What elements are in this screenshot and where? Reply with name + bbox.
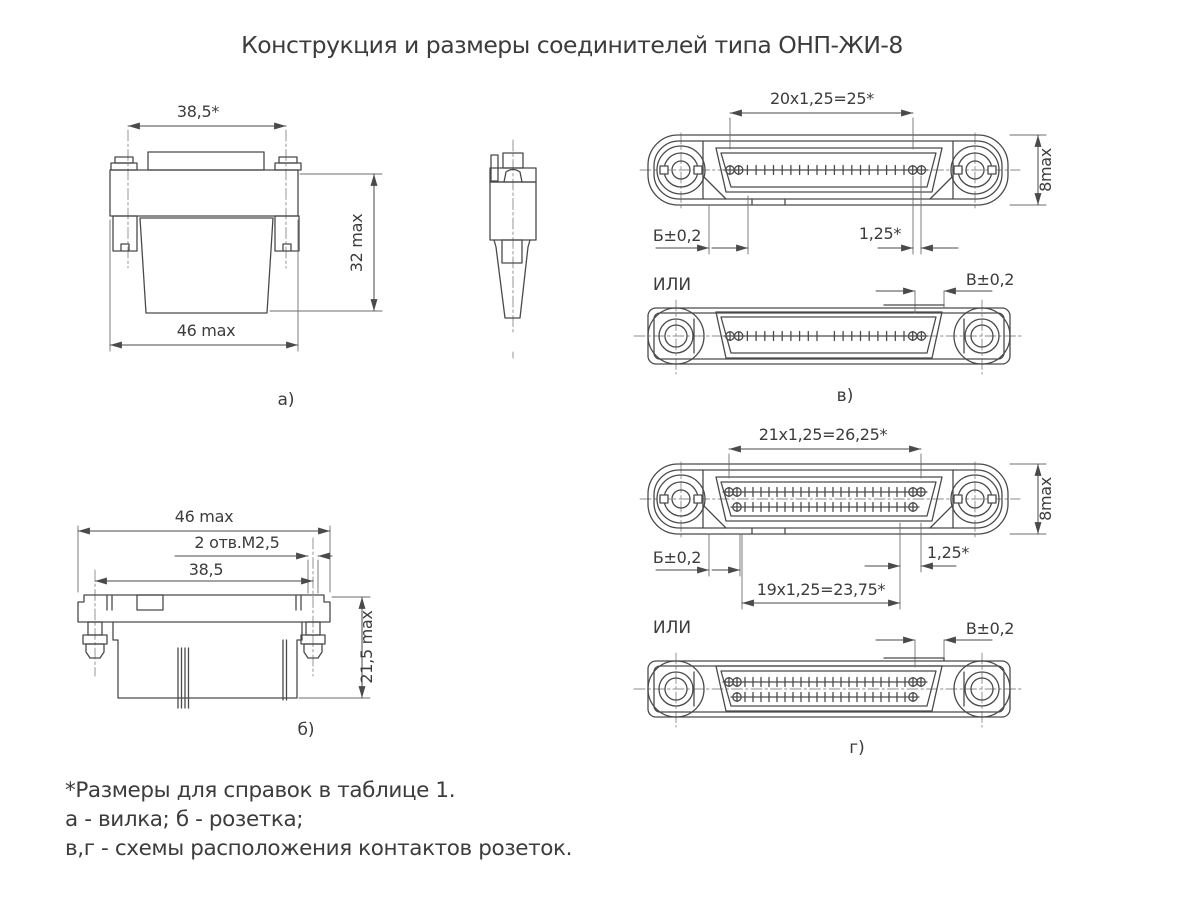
dim-38-5-b: 38,5: [188, 560, 224, 579]
contact-row: [724, 332, 927, 341]
label-a: а): [277, 390, 295, 410]
dim-46-max-b: 46 max: [174, 507, 234, 526]
label-v: в): [836, 386, 854, 406]
contact-row-bottom: [731, 693, 919, 702]
dim-b-tol-v: Б±0,2: [652, 226, 702, 245]
dim-21x125: 21x1,25=26,25*: [758, 425, 888, 444]
note-contact-layouts: в,г - схемы расположения контактов розеток.: [65, 836, 572, 861]
contact-row-top: [723, 678, 927, 687]
drawing-a-plug-front: [110, 102, 382, 410]
dim-v-tol-g: В±0,2: [965, 619, 1015, 638]
dim-46-max: 46 max: [176, 321, 236, 340]
footnotes: [65, 778, 572, 861]
drawing-b-socket: [78, 507, 376, 740]
dim-38-5: 38,5*: [176, 102, 220, 121]
dim-19x125: 19x1,25=23,75*: [756, 580, 886, 599]
drawing-a-plug-side: [490, 140, 536, 358]
contact-row: [724, 166, 927, 175]
dim-8max-v: 8max: [1036, 148, 1055, 192]
label-b: б): [297, 720, 315, 740]
contact-row-top: [723, 488, 927, 497]
or-label-g: ИЛИ: [652, 618, 692, 638]
or-label-v: ИЛИ: [652, 275, 692, 295]
label-g: г): [849, 738, 865, 758]
drawing-g-variant-1: [640, 425, 1055, 609]
dim-21-5-max: 21,5 max: [357, 610, 376, 684]
dim-20x125: 20x1,25=25*: [770, 89, 874, 108]
note-plug-socket: а - вилка; б - розетка;: [65, 807, 304, 832]
dim-125-g: 1,25*: [926, 543, 970, 562]
contact-row-bottom: [731, 503, 919, 512]
drawing-v-variant-2: [634, 270, 1022, 406]
note-reference-sizes: *Размеры для справок в таблице 1.: [65, 778, 456, 803]
dim-2-holes: 2 отв.М2,5: [194, 533, 280, 552]
dim-b-tol-g: Б±0,2: [652, 548, 702, 567]
drawing-v-variant-1: [640, 89, 1055, 254]
dim-v-tol-v: В±0,2: [965, 270, 1015, 289]
page-title: Конструкция и размеры соединителей типа ОНП-ЖИ-8: [241, 31, 903, 59]
dim-125-v: 1,25*: [858, 224, 902, 243]
drawing-g-variant-2: [634, 618, 1022, 758]
dim-32-max: 32 max: [347, 213, 366, 273]
dim-8max-g: 8max: [1036, 477, 1055, 521]
